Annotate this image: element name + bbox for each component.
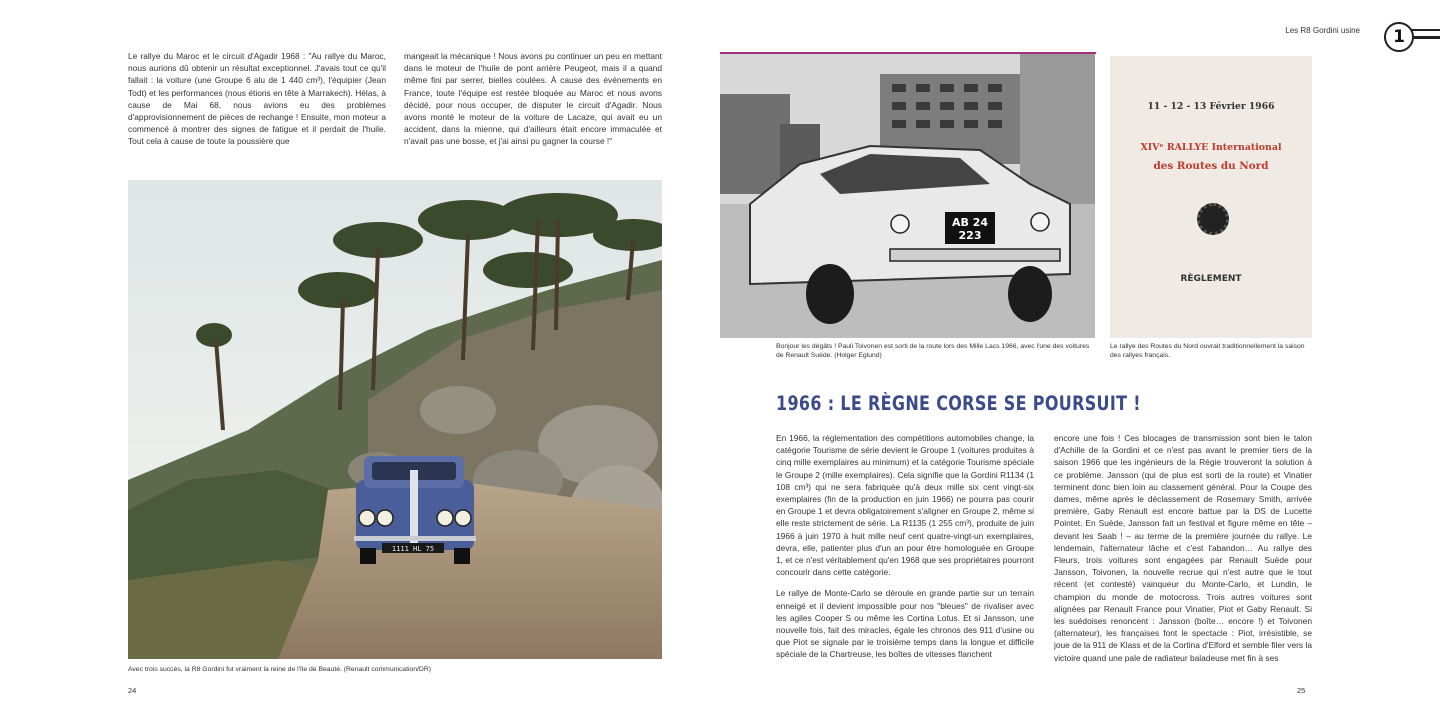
poster-date: 11 - 12 - 13 Février 1966 (1147, 101, 1275, 112)
left-text-column-1 (128, 50, 386, 157)
chapter-number-badge: 1 (1384, 22, 1414, 52)
photo-caption: Avec trois succès, la R8 Gordini fut vraiment la reine de l'île de Beauté. (Renault communication/DR) (128, 666, 432, 673)
paragraph: encore une fois ! Ces blocages de transmission sont bien le talon d'Achille de la Gordini et ce n'est pas avant le premier tiers de la saison 1966 que les ingénieurs de la Régie trouveront la solution à ce problème. Jansson (qui de plus est sorti de la route) et Vinatier terminent donc bien loin au classement général. Pour la Coupe des dames, même après le déclassement de Rosemary Smith, arrivée première, Gaby Renault est encore battue par la DS de Lucette Pointet. En Suède, Jansson fait un festival et figure même en tête – devant les Saab ! – au terme de la première journée du rallye. Le lendemain, l'alternateur lâche et c'est l'abandon… Au rallye des Fleurs, trois voitures sont engagées par Renault Suède pour Jansson, Toivonen, la nouvelle recrue qui n'est autre que le tout récent (et contesté) vainqueur du Monte-Carlo, et Lundin, le champion du monde de motocross. Trois autres voitures sont alignées par Renault France pour Vinatier, Piot et Gaby Renault. Si les suédoises renoncent : Jansson (boîte… encore !) et Toivonen (alternateur), les françaises font le spectacle : Piot, irrésistible, se joue de la 911 de Klass et de la Cortina d'Elford et semble filer vers la victoire quand une pale de radiateur baladeuse met fin à ses (1054, 433, 1312, 663)
paragraph: En 1966, la réglementation des compétitions automobiles change, la catégorie Tourisme de série devient le Groupe 1 (voitures produites à cinq mille exemplaires au minimum) et la catégorie Tourisme spéciale le Groupe 2 (mille exemplaires). Cela signifie que la Gordini R1134 (1 108 cm³) qui ne sera fabriquée qu'à deux mille six cent vingt-six exemplaires (fin de la production en juin 1966) ne pourra pas courir en Groupe 1 et devra obligatoirement s'aligner en Groupe 2, même si elle reste strictement de série. La R1135 (1 255 cm³), produite de juin 1966 à juin 1970 à huit mille neuf cent quatre-vingt-un exemplaires, devra, elle, patienter plus d'un an pour être homologuée en Groupe 1, et ce n'est véritablement qu'en 1968 que ses propriétaires pourront concourir dans cette catégorie. (776, 433, 1034, 578)
crashed-car-photo (720, 54, 1095, 338)
crashed-car-caption: Bonjour les dégâts ! Pauli Toivonen est sorti de la route lors des Mille Lacs 1966, avec l'une des voitures de Renault Suède. (Holger Eglund) (776, 343, 1090, 359)
page-number: 25 (1297, 686, 1306, 695)
paragraph: mangeait la mécanique ! Nous avons pu continuer un peu en mettant dans le moteur de l'huile de pont arrière Peugeot, mais il a quand même fini par serrer, bielles coulées. À cause des événements en France, toute l'équipe est restée bloquée au Maroc et nous avons décidé, pour nous occuper, de disputer le circuit d'Agadir. Nous avons monté le moteur de la voiture de Lacaze, qui avait eu un accident, dans la mienne, qui d'ailleurs était encore immaculée et n'avait pas une bosse, et j'ai ainsi pu gagner la course !" (404, 51, 662, 147)
poster-footer: RÈGLEMENT (1180, 274, 1242, 284)
poster-caption: Le rallye des Routes du Nord ouvrait traditionnellement la saison des rallyes français. (1110, 343, 1305, 359)
poster-title-line1: XIVᵉ RALLYE International (1140, 142, 1282, 153)
car-plate-text: 1111 HL 75 (391, 545, 435, 553)
crashed-car-plate-line2: 223 (958, 229, 982, 242)
rally-poster (1110, 56, 1312, 338)
left-text-column-2 (404, 50, 662, 157)
page-number: 24 (128, 686, 137, 695)
right-text-column-1 (776, 432, 1034, 670)
running-head: Les R8 Gordini usine (1285, 26, 1360, 35)
poster-emblem-icon (1197, 203, 1229, 235)
rally-car-corsica-photo (128, 180, 662, 659)
blue-r8-gordini-car (354, 456, 476, 564)
poster-title-line2: des Routes du Nord (1153, 160, 1269, 172)
paragraph: Le rallye du Maroc et le circuit d'Agadir 1968 : "Au rallye du Maroc, nous aurions dû obtenir un résultat exceptionnel. J'avais tout ce qu'il fallait : la voiture (une Groupe 6 alu de 1 440 cm³), l'équipier (Jean Todt) et les performances (nous étions en tête à Marrakech). Hélas, à cause de Mai 68, nous avions eu des problèmes d'approvisionnement de pièces de rechange ! Ensuite, mon moteur a commencé à montrer des signes de fatigue et il perdait de l'huile. Tout cela à cause de toute la poussière que (128, 51, 386, 147)
right-page (720, 0, 1440, 720)
crashed-car-plate-line1: AB 24 (951, 216, 989, 229)
right-text-column-2 (1054, 432, 1312, 673)
section-title: 1966 : LE RÈGNE CORSE SE POURSUIT ! (776, 392, 1141, 415)
paragraph: Le rallye de Monte-Carlo se déroule en grande partie sur un terrain enneigé et il devient impossible pour nos "bleues" de rivaliser avec les agiles Cooper S ou même les Cortina Lotus. Et si Jansson, une nouvelle fois, fait des miracles, égale les chronos des 911 d'usine ou que Piot se signale par le troisième temps dans la longue et difficile spéciale de la Chartreuse, les boîtes de vitesses flanchent (776, 588, 1034, 660)
